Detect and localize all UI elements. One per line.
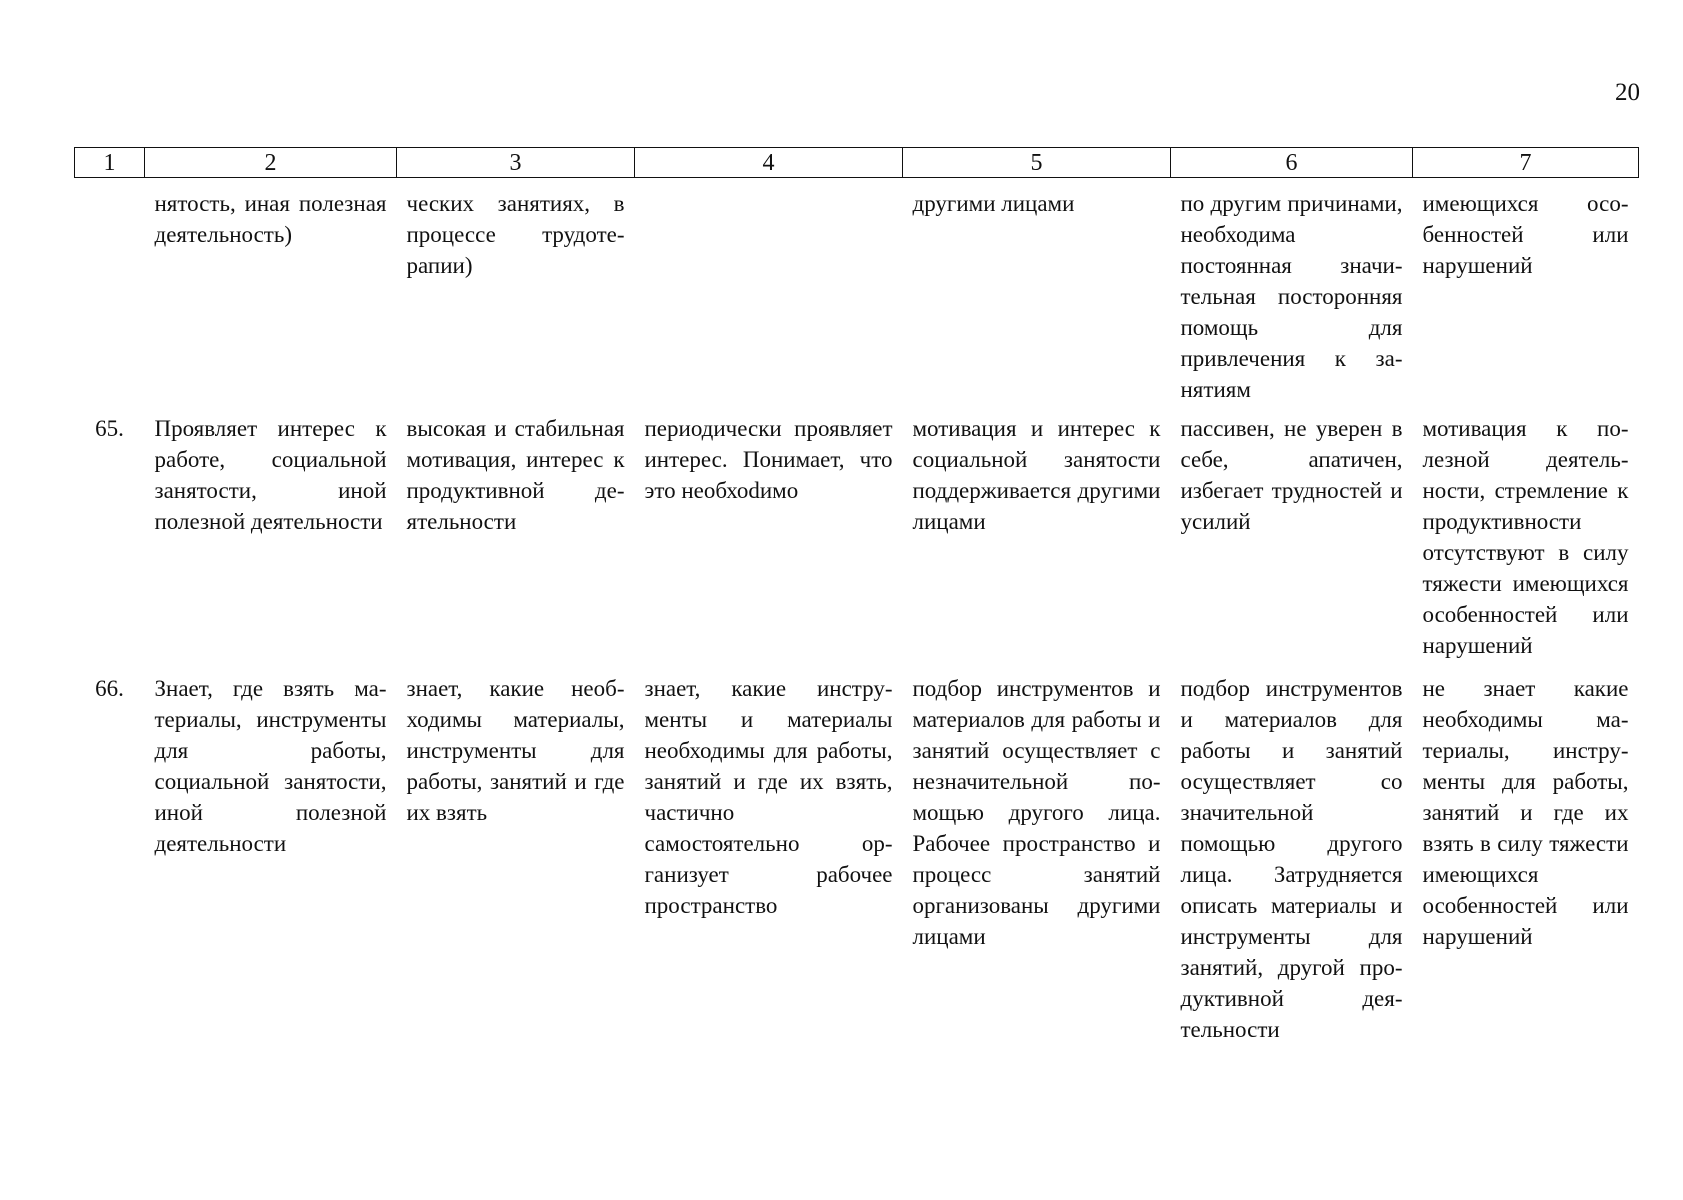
- table-cell: не знает какие необходимы материалы, инструменты для работы, занятий и где их взять в силу тяжести имеющихся особенностей или нарушений: [1422, 676, 1629, 949]
- table-cell: мотивация и интерес к социальной занятости поддерживается другими лицами: [912, 416, 1161, 534]
- table-cell: подбор инструментов и материалов для работы и занятий осуществляет с незначительной помощью другого лица. Рабочее пространство и процесс занятий организованы другими лицами: [912, 676, 1161, 949]
- table-cell: нятость, иная полезная деятельность): [154, 191, 387, 247]
- column-number-7: 7: [1413, 148, 1639, 178]
- column-number-header-row: [75, 148, 1639, 178]
- table-cell: [635, 178, 903, 414]
- row-number: 66.: [95, 676, 124, 701]
- table-row-65: [75, 413, 1639, 673]
- table-cell: периодически проявляет интерес. Понимает, что это необхоdимо: [644, 416, 893, 503]
- row-number: 65.: [95, 416, 124, 441]
- table-cell: другими лицами: [912, 191, 1075, 216]
- table-cell: пассивен, не уверен в себе, апатичен, избегает трудностей и усилий: [1180, 416, 1403, 534]
- table-cell: имеющихся особенностей или нарушений: [1422, 191, 1629, 278]
- table-cell: по другим причинами, необходима постоянная значительная посторонняя помощь для привлечения к занятиям: [1180, 191, 1403, 402]
- table-cell: знает, какие инструменты и материалы необходимы для работы, занятий и где их взять, частично самостоятельно организует рабочее пространство: [644, 676, 893, 918]
- column-number-6: 6: [1171, 148, 1413, 178]
- table-row-continuation: [75, 178, 1639, 414]
- column-number-2: 2: [145, 148, 397, 178]
- column-number-5: 5: [903, 148, 1171, 178]
- assessment-table: [74, 147, 1639, 1055]
- page-number: 20: [1615, 79, 1640, 106]
- table-cell: мотивация к полезной деятельности, стремление к продуктивности отсутствуют в силу тяжести имеющихся особенностей или нарушений: [1422, 416, 1629, 658]
- table-row-66: [75, 673, 1639, 1055]
- row-number: [75, 178, 145, 414]
- table-cell: подбор инструментов и материалов для работы и занятий осуществляет со значительной помощью другого лица. Затрудняется описать материалы и инструменты для занятий, другой продуктивной деятельности: [1180, 676, 1403, 1042]
- table-cell: знает, какие необходимы материалы, инструменты для работы, занятий и где их взять: [406, 676, 625, 825]
- table-cell: высокая и стабильная мотивация, интерес к продуктивной деятельности: [406, 416, 625, 534]
- table-cell: Знает, где взять материалы, инструменты для работы, социальной занятости, иной полезной деятельности: [154, 676, 387, 856]
- column-number-1: 1: [75, 148, 145, 178]
- column-number-4: 4: [635, 148, 903, 178]
- column-number-3: 3: [397, 148, 635, 178]
- table-cell: ческих занятиях, в процессе трудотерапии): [406, 191, 625, 278]
- table-cell: Проявляет интерес к работе, социальной занятости, иной полезной деятельности: [154, 416, 387, 534]
